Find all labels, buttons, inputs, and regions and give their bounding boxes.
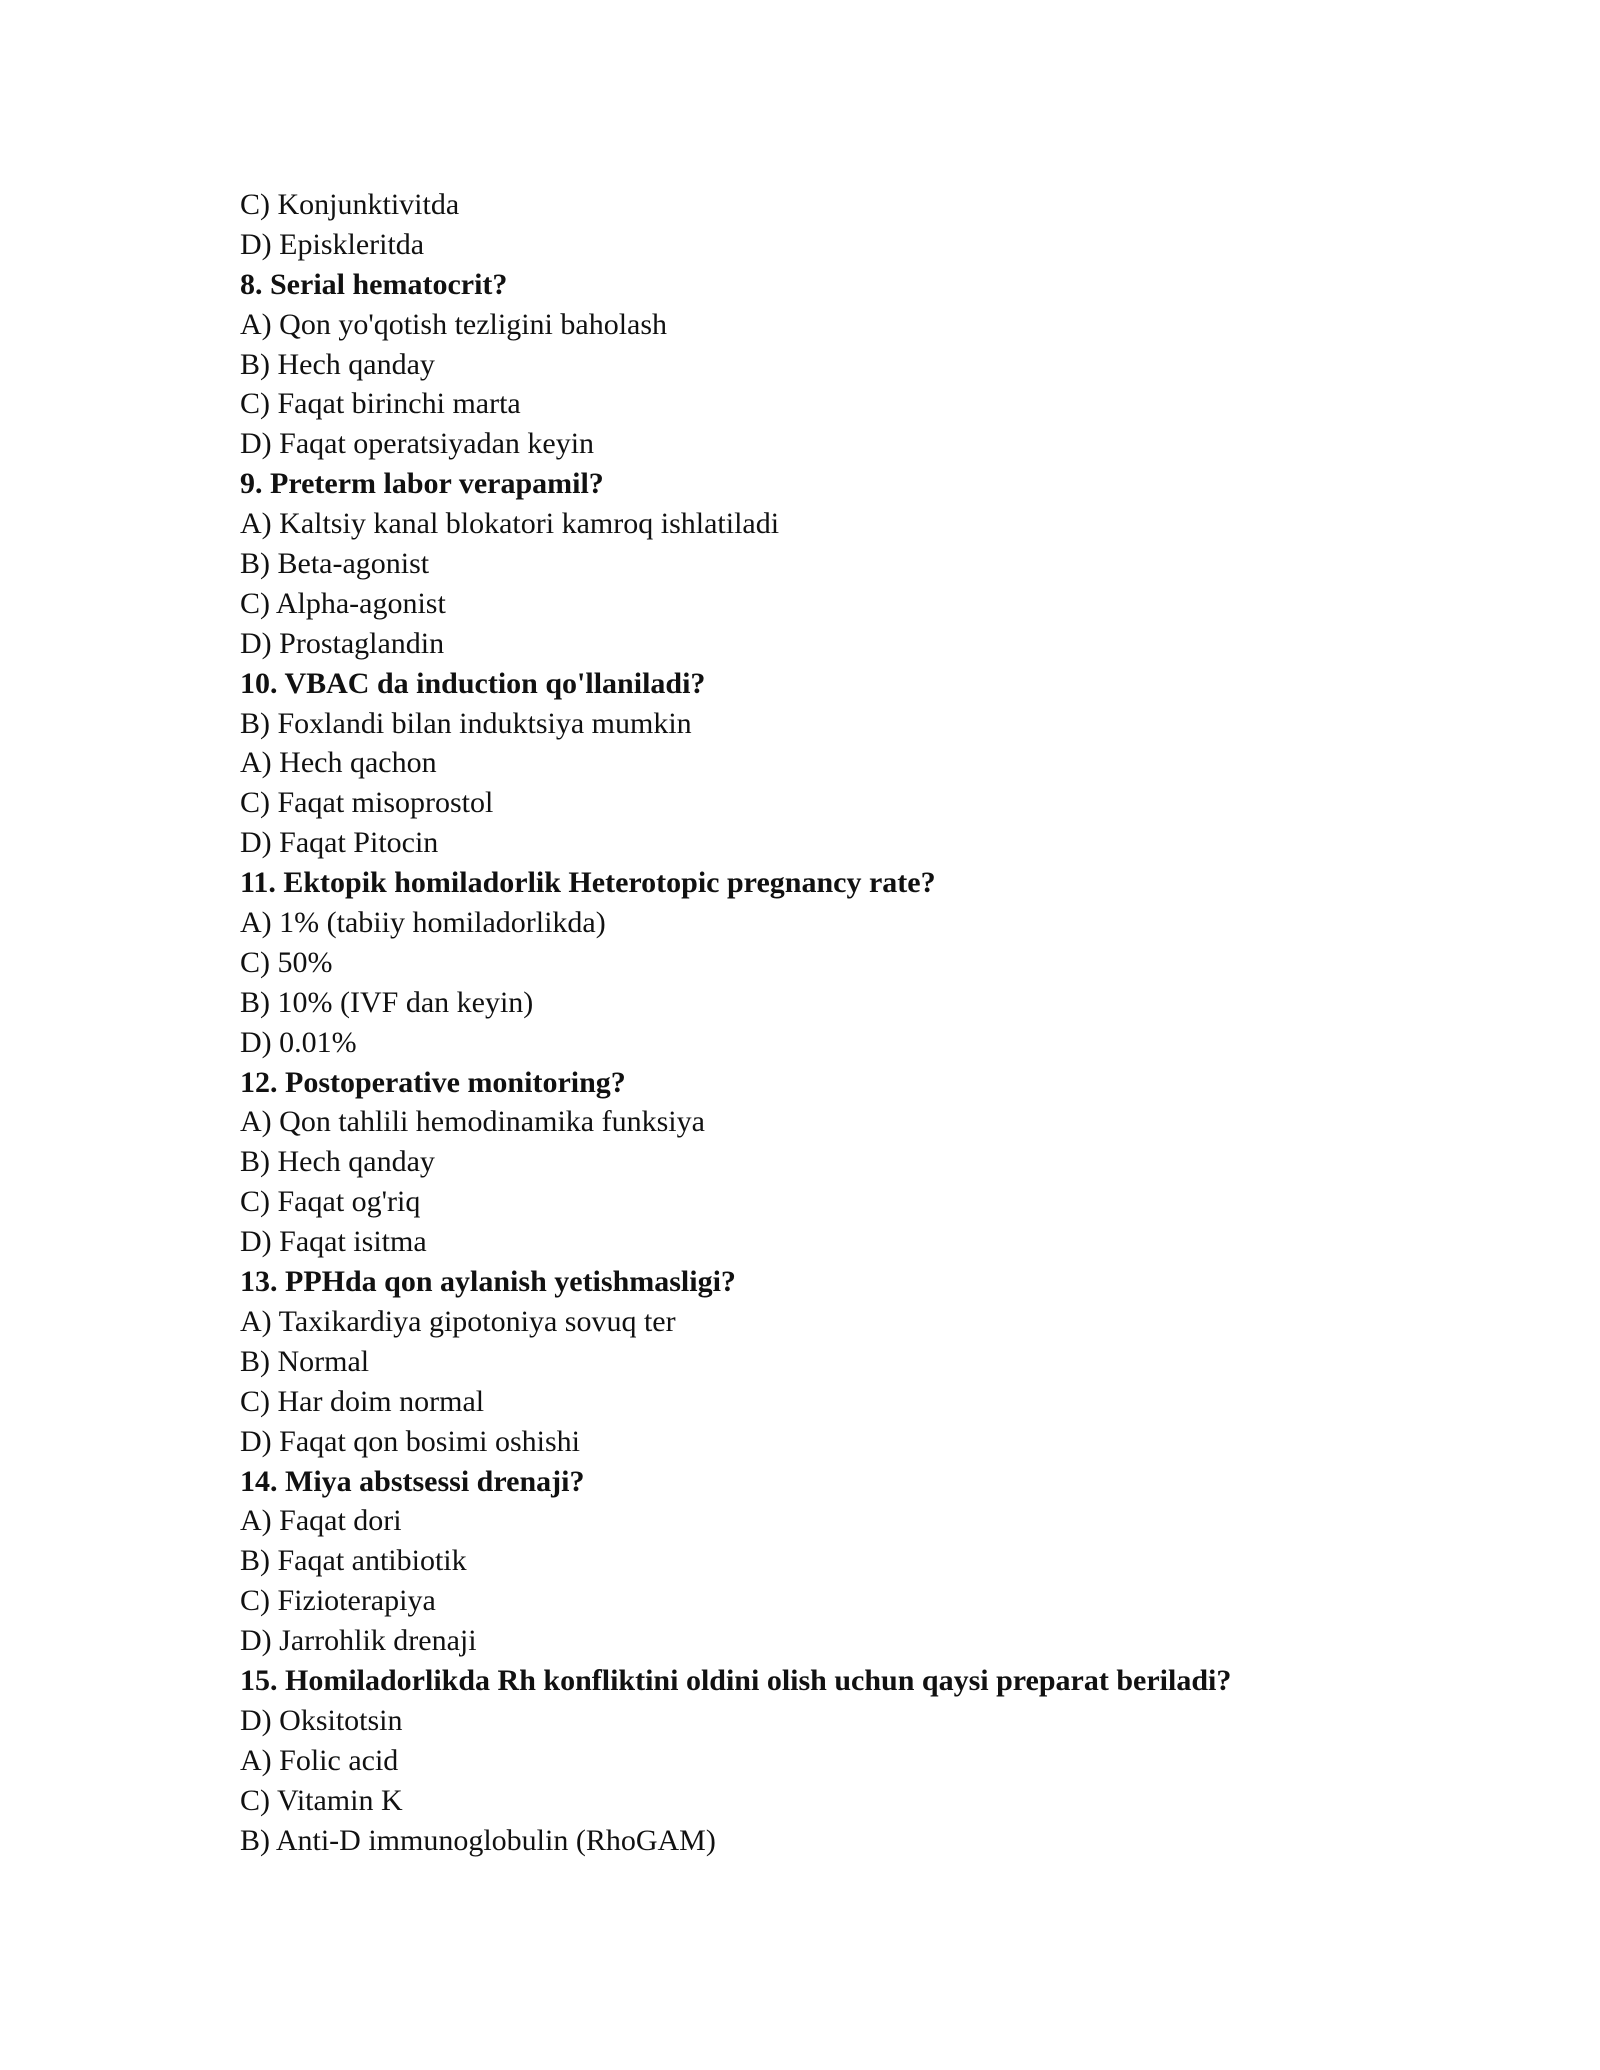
option-line: A) Folic acid (240, 1743, 399, 1777)
question-title: 9. Preterm labor verapamil? (240, 467, 604, 501)
option-line: B) Foxlandi bilan induktsiya mumkin (240, 706, 692, 740)
question-title: 10. VBAC da induction qo'llaniladi? (240, 666, 706, 700)
option-line: B) Normal (240, 1344, 370, 1378)
option-line: B) Beta-agonist (240, 547, 430, 581)
option-line: D) Episkleritda (240, 227, 425, 261)
option-line: C) Faqat og'riq (240, 1185, 421, 1219)
option-line: D) 0.01% (240, 1025, 357, 1059)
option-line: D) Prostaglandin (240, 626, 445, 660)
option-line: D) Faqat operatsiyadan keyin (240, 427, 595, 461)
option-line: B) Anti-D immunoglobulin (RhoGAM) (240, 1823, 716, 1857)
option-line: C) Faqat birinchi marta (240, 387, 521, 421)
option-line: B) 10% (IVF dan keyin) (240, 985, 534, 1019)
option-line: D) Faqat isitma (240, 1225, 427, 1259)
option-line: D) Faqat Pitocin (240, 826, 439, 860)
option-line: A) Faqat dori (240, 1504, 402, 1538)
option-line: A) Kaltsiy kanal blokatori kamroq ishlatiladi (240, 507, 780, 541)
option-line: D) Oksitotsin (240, 1703, 403, 1737)
option-line: C) Fizioterapiya (240, 1584, 436, 1618)
option-line: C) Har doim normal (240, 1384, 485, 1418)
question-title: 8. Serial hematocrit? (240, 267, 508, 301)
option-line: B) Faqat antibiotik (240, 1544, 467, 1578)
question-title: 13. PPHda qon aylanish yetishmasligi? (240, 1265, 736, 1299)
question-title: 15. Homiladorlikda Rh konfliktini oldini olish uchun qaysi preparat beriladi? (240, 1663, 1232, 1697)
option-line: C) Faqat misoprostol (240, 786, 494, 820)
option-line: C) Alpha-agonist (240, 586, 446, 620)
option-line: A) Qon tahlili hemodinamika funksiya (240, 1105, 705, 1139)
option-line: C) Konjunktivitda (240, 188, 460, 221)
question-title: 14. Miya abstsessi drenaji? (240, 1464, 585, 1498)
option-line: C) Vitamin K (240, 1783, 403, 1817)
option-line: A) Qon yo'qotish tezligini baholash (240, 307, 668, 341)
option-line: A) Hech qachon (240, 746, 437, 780)
question-title: 12. Postoperative monitoring? (240, 1065, 626, 1099)
quiz-content (240, 185, 1440, 1860)
option-line: D) Jarrohlik drenaji (240, 1624, 477, 1658)
question-title: 11. Ektopik homiladorlik Heterotopic pregnancy rate? (240, 866, 936, 900)
option-line: C) 50% (240, 945, 333, 979)
option-line: D) Faqat qon bosimi oshishi (240, 1424, 581, 1458)
option-line: A) Taxikardiya gipotoniya sovuq ter (240, 1304, 676, 1338)
option-line: B) Hech qanday (240, 347, 435, 381)
option-line: A) 1% (tabiiy homiladorlikda) (240, 906, 606, 940)
option-line: B) Hech qanday (240, 1145, 435, 1179)
